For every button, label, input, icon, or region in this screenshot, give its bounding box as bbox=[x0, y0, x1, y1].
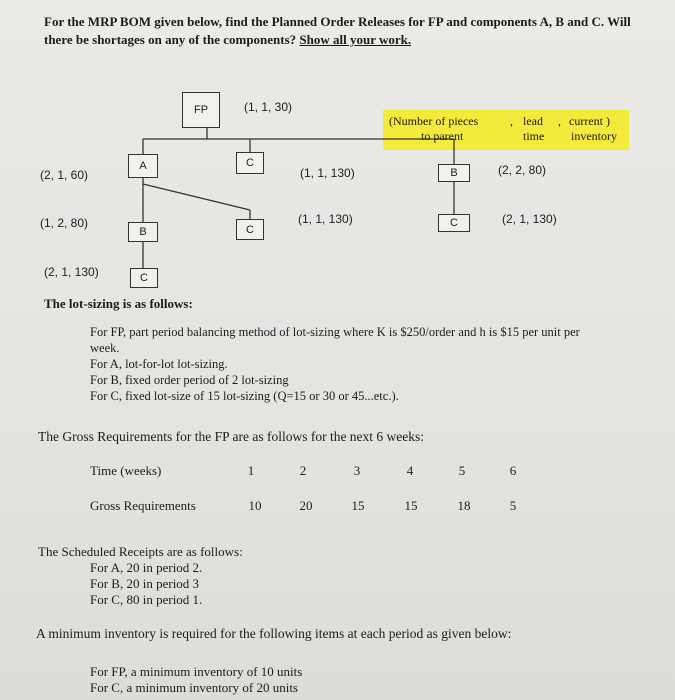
bom-label-c1: (1, 1, 130) bbox=[300, 166, 355, 180]
bom-node-c-under-b: C bbox=[130, 268, 158, 288]
bom-node-b-under-a: B bbox=[128, 222, 158, 242]
legend-col2-top: lead bbox=[523, 114, 543, 128]
bom-node-c-under-a: C bbox=[236, 219, 264, 240]
legend-col2-bottom: time bbox=[523, 129, 545, 143]
bom-label-c2: (1, 1, 130) bbox=[298, 212, 353, 226]
receipts-c: For C, 80 in period 1. bbox=[90, 592, 203, 607]
bom-label-legend-c: (2, 1, 130) bbox=[502, 212, 557, 226]
lot-sizing-c: For C, fixed lot-size of 15 lot-sizing (Q=15 or 30 or 45...etc.). bbox=[90, 389, 399, 403]
bom-label-legend-b: (2, 2, 80) bbox=[498, 163, 547, 177]
receipts-heading: The Scheduled Receipts are as follows: bbox=[38, 544, 243, 559]
legend-col1-bottom: to parent bbox=[421, 129, 464, 143]
intro-emphasis: Show all your work. bbox=[299, 32, 412, 47]
gross-value-5: 18 bbox=[457, 498, 471, 513]
lot-sizing-fp-line-2: week. bbox=[90, 341, 120, 355]
gross-value-6: 5 bbox=[509, 498, 517, 513]
bom-label-c3: (2, 1, 130) bbox=[44, 265, 99, 279]
intro-question: there be shortages on any of the components? bbox=[44, 32, 297, 47]
legend-col3-bottom: inventory bbox=[571, 129, 617, 143]
bom-label-b: (1, 2, 80) bbox=[40, 216, 89, 230]
intro-line-1: For the MRP BOM given below, find the Planned Order Releases for FP and components A, B and C. Will bbox=[44, 14, 631, 29]
legend-col1-top: (Number of pieces bbox=[389, 114, 479, 128]
week-3: 3 bbox=[353, 463, 361, 478]
bom-connector-lines bbox=[0, 0, 675, 300]
gross-value-4: 15 bbox=[404, 498, 418, 513]
receipts-a: For A, 20 in period 2. bbox=[90, 560, 203, 575]
min-inventory-fp: For FP, a minimum inventory of 10 units bbox=[90, 664, 303, 679]
min-inventory-c: For C, a minimum inventory of 20 units bbox=[90, 680, 298, 695]
bom-node-c-legend: C bbox=[438, 214, 470, 232]
week-1: 1 bbox=[247, 463, 255, 478]
week-6: 6 bbox=[509, 463, 517, 478]
lot-sizing-a: For A, lot-for-lot lot-sizing. bbox=[90, 357, 228, 371]
gross-value-3: 15 bbox=[351, 498, 365, 513]
bom-node-a: A bbox=[128, 154, 158, 178]
week-5: 5 bbox=[458, 463, 466, 478]
bom-label-a: (2, 1, 60) bbox=[40, 168, 89, 182]
min-inventory-heading: A minimum inventory is required for the following items at each period as given below: bbox=[36, 626, 512, 641]
receipts-b: For B, 20 in period 3 bbox=[90, 576, 200, 591]
bom-node-fp: FP bbox=[182, 92, 220, 128]
bom-label-fp: (1, 1, 30) bbox=[244, 100, 293, 114]
gross-time-label: Time (weeks) bbox=[90, 463, 162, 478]
bom-node-b-legend: B bbox=[438, 164, 470, 182]
week-4: 4 bbox=[406, 463, 414, 478]
legend-sep-2: , bbox=[558, 114, 561, 128]
bom-node-c-under-fp: C bbox=[236, 152, 264, 174]
gross-req-label: Gross Requirements bbox=[90, 498, 196, 513]
gross-value-1: 10 bbox=[248, 498, 262, 513]
legend-col3-top: current ) bbox=[569, 114, 610, 128]
lot-sizing-b: For B, fixed order period of 2 lot-sizing bbox=[90, 373, 289, 387]
gross-heading: The Gross Requirements for the FP are as follows for the next 6 weeks: bbox=[38, 429, 425, 444]
lot-sizing-heading: The lot-sizing is as follows: bbox=[44, 296, 193, 311]
gross-value-2: 20 bbox=[299, 498, 313, 513]
week-2: 2 bbox=[299, 463, 307, 478]
legend-sep-1: , bbox=[510, 114, 513, 128]
lot-sizing-fp-line-1: For FP, part period balancing method of lot-sizing where K is $250/order and h is $15 per unit per bbox=[90, 325, 580, 339]
